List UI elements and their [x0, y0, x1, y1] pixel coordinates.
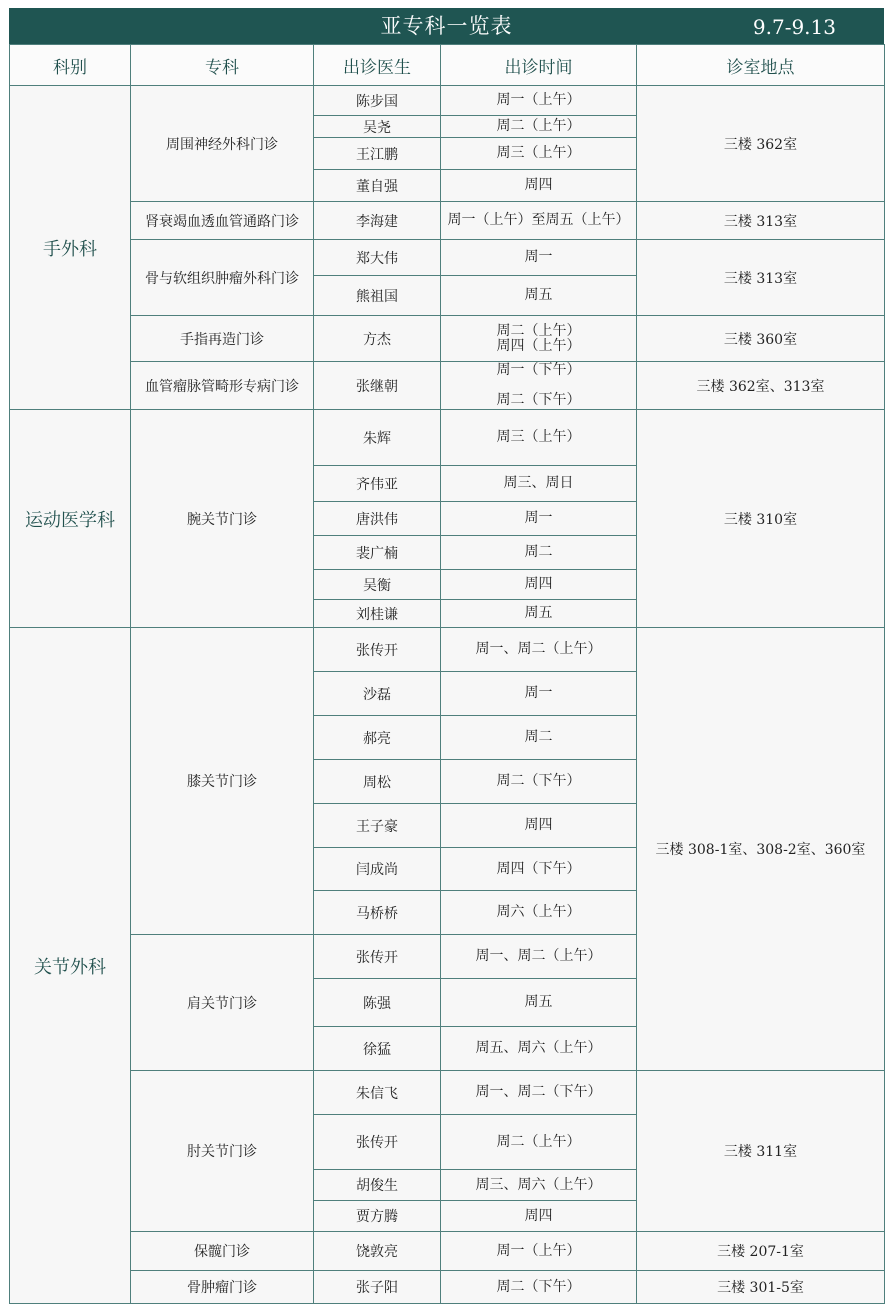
schedule-time-cell: 周一（上午）	[441, 1232, 637, 1271]
doctor-cell: 朱信飞	[314, 1071, 441, 1115]
doctor-cell: 张传开	[314, 628, 441, 672]
location-cell: 三楼 313室	[637, 240, 885, 316]
location-cell: 三楼 207-1室	[637, 1232, 885, 1271]
doctor-cell: 齐伟亚	[314, 466, 441, 502]
title-bar	[9, 8, 884, 44]
schedule-time-cell: 周一	[441, 240, 637, 276]
doctor-cell: 马桥桥	[314, 891, 441, 935]
doctor-cell: 唐洪伟	[314, 502, 441, 536]
table-row	[10, 1271, 885, 1304]
schedule-time-cell: 周四	[441, 170, 637, 202]
schedule-time-cell: 周五	[441, 276, 637, 316]
specialty-cell: 手指再造门诊	[131, 316, 314, 362]
doctor-cell: 郝亮	[314, 716, 441, 760]
location-cell: 三楼 301-5室	[637, 1271, 885, 1304]
schedule-time-cell: 周一、周二（下午）	[441, 1071, 637, 1115]
specialty-cell: 肘关节门诊	[131, 1071, 314, 1232]
department-cell: 关节外科	[10, 628, 131, 1304]
department-cell: 手外科	[10, 86, 131, 410]
schedule-time-cell: 周一、周二（上午）	[441, 628, 637, 672]
doctor-cell: 王子豪	[314, 804, 441, 848]
doctor-cell: 张传开	[314, 1115, 441, 1170]
table-row	[10, 1071, 885, 1115]
location-cell: 三楼 313室	[637, 202, 885, 240]
column-header-dept: 科别	[10, 45, 131, 86]
doctor-cell: 李海建	[314, 202, 441, 240]
specialty-cell: 周围神经外科门诊	[131, 86, 314, 202]
schedule-time-cell: 周三、周六（上午）	[441, 1170, 637, 1201]
schedule-time-cell: 周一、周二（上午）	[441, 935, 637, 979]
location-cell: 三楼 311室	[637, 1071, 885, 1232]
schedule-time-cell: 周三、周日	[441, 466, 637, 502]
column-header-doctor: 出诊医生	[314, 45, 441, 86]
specialty-cell: 腕关节门诊	[131, 410, 314, 628]
date-range: 9.7-9.13	[752, 15, 836, 39]
location-cell: 三楼 360室	[637, 316, 885, 362]
schedule-time-cell: 周一	[441, 502, 637, 536]
doctor-cell: 吴尧	[314, 116, 441, 138]
schedule-body	[10, 86, 885, 1304]
specialty-cell: 膝关节门诊	[131, 628, 314, 935]
schedule-time-cell: 周四	[441, 1201, 637, 1232]
doctor-cell: 胡俊生	[314, 1170, 441, 1201]
table-row	[10, 202, 885, 240]
table-row	[10, 628, 885, 672]
table-row	[10, 410, 885, 466]
doctor-cell: 闫成尚	[314, 848, 441, 891]
schedule-time-cell: 周二（上午）	[441, 116, 637, 138]
specialty-cell: 肩关节门诊	[131, 935, 314, 1071]
doctor-cell: 贾方腾	[314, 1201, 441, 1232]
header-row	[10, 45, 885, 86]
schedule-time-cell: 周五	[441, 600, 637, 628]
doctor-cell: 裴广楠	[314, 536, 441, 570]
schedule-sheet	[9, 8, 884, 1304]
specialty-cell: 肾衰竭血透血管通路门诊	[131, 202, 314, 240]
page-title: 亚专科一览表	[380, 14, 513, 38]
schedule-time-cell: 周五、周六（上午）	[441, 1027, 637, 1071]
schedule-time-cell: 周三（上午）	[441, 138, 637, 170]
schedule-time-cell: 周二（上午）	[441, 1115, 637, 1170]
table-row	[10, 1232, 885, 1271]
doctor-cell: 吴衡	[314, 570, 441, 600]
doctor-cell: 陈强	[314, 979, 441, 1027]
doctor-cell: 徐猛	[314, 1027, 441, 1071]
location-cell: 三楼 308-1室、308-2室、360室	[637, 628, 885, 1071]
schedule-time-cell: 周一	[441, 672, 637, 716]
schedule-table	[9, 44, 885, 1304]
doctor-cell: 王江鹏	[314, 138, 441, 170]
table-row	[10, 240, 885, 276]
schedule-time-cell: 周三（上午）	[441, 410, 637, 466]
specialty-cell: 骨与软组织肿瘤外科门诊	[131, 240, 314, 316]
location-cell: 三楼 362室、313室	[637, 362, 885, 410]
doctor-cell: 董自强	[314, 170, 441, 202]
column-header-time: 出诊时间	[441, 45, 637, 86]
location-cell: 三楼 362室	[637, 86, 885, 202]
doctor-cell: 张继朝	[314, 362, 441, 410]
schedule-time-cell: 周一（上午）	[441, 86, 637, 116]
schedule-time-cell: 周二（下午）	[441, 1271, 637, 1304]
doctor-cell: 沙磊	[314, 672, 441, 716]
schedule-time-cell: 周一（下午） 周二（下午）	[441, 362, 637, 410]
doctor-cell: 张传开	[314, 935, 441, 979]
schedule-time-cell: 周二	[441, 716, 637, 760]
specialty-cell: 骨肿瘤门诊	[131, 1271, 314, 1304]
schedule-time-cell: 周六（上午）	[441, 891, 637, 935]
schedule-time-cell: 周二	[441, 536, 637, 570]
doctor-cell: 郑大伟	[314, 240, 441, 276]
schedule-time-cell: 周一（上午）至周五（上午）	[441, 202, 637, 240]
doctor-cell: 陈步国	[314, 86, 441, 116]
column-header-location: 诊室地点	[637, 45, 885, 86]
schedule-time-cell: 周二（下午）	[441, 760, 637, 804]
doctor-cell: 饶敦亮	[314, 1232, 441, 1271]
column-header-specialty: 专科	[131, 45, 314, 86]
specialty-cell: 血管瘤脉管畸形专病门诊	[131, 362, 314, 410]
doctor-cell: 熊祖国	[314, 276, 441, 316]
schedule-time-cell: 周二（上午） 周四（上午）	[441, 316, 637, 362]
doctor-cell: 朱辉	[314, 410, 441, 466]
doctor-cell: 方杰	[314, 316, 441, 362]
schedule-time-cell: 周四（下午）	[441, 848, 637, 891]
schedule-time-cell: 周四	[441, 570, 637, 600]
schedule-time-cell: 周四	[441, 804, 637, 848]
table-row	[10, 362, 885, 410]
doctor-cell: 张子阳	[314, 1271, 441, 1304]
location-cell: 三楼 310室	[637, 410, 885, 628]
doctor-cell: 周松	[314, 760, 441, 804]
specialty-cell: 保髋门诊	[131, 1232, 314, 1271]
department-cell: 运动医学科	[10, 410, 131, 628]
schedule-time-cell: 周五	[441, 979, 637, 1027]
table-row	[10, 316, 885, 362]
doctor-cell: 刘桂谦	[314, 600, 441, 628]
table-row	[10, 86, 885, 116]
